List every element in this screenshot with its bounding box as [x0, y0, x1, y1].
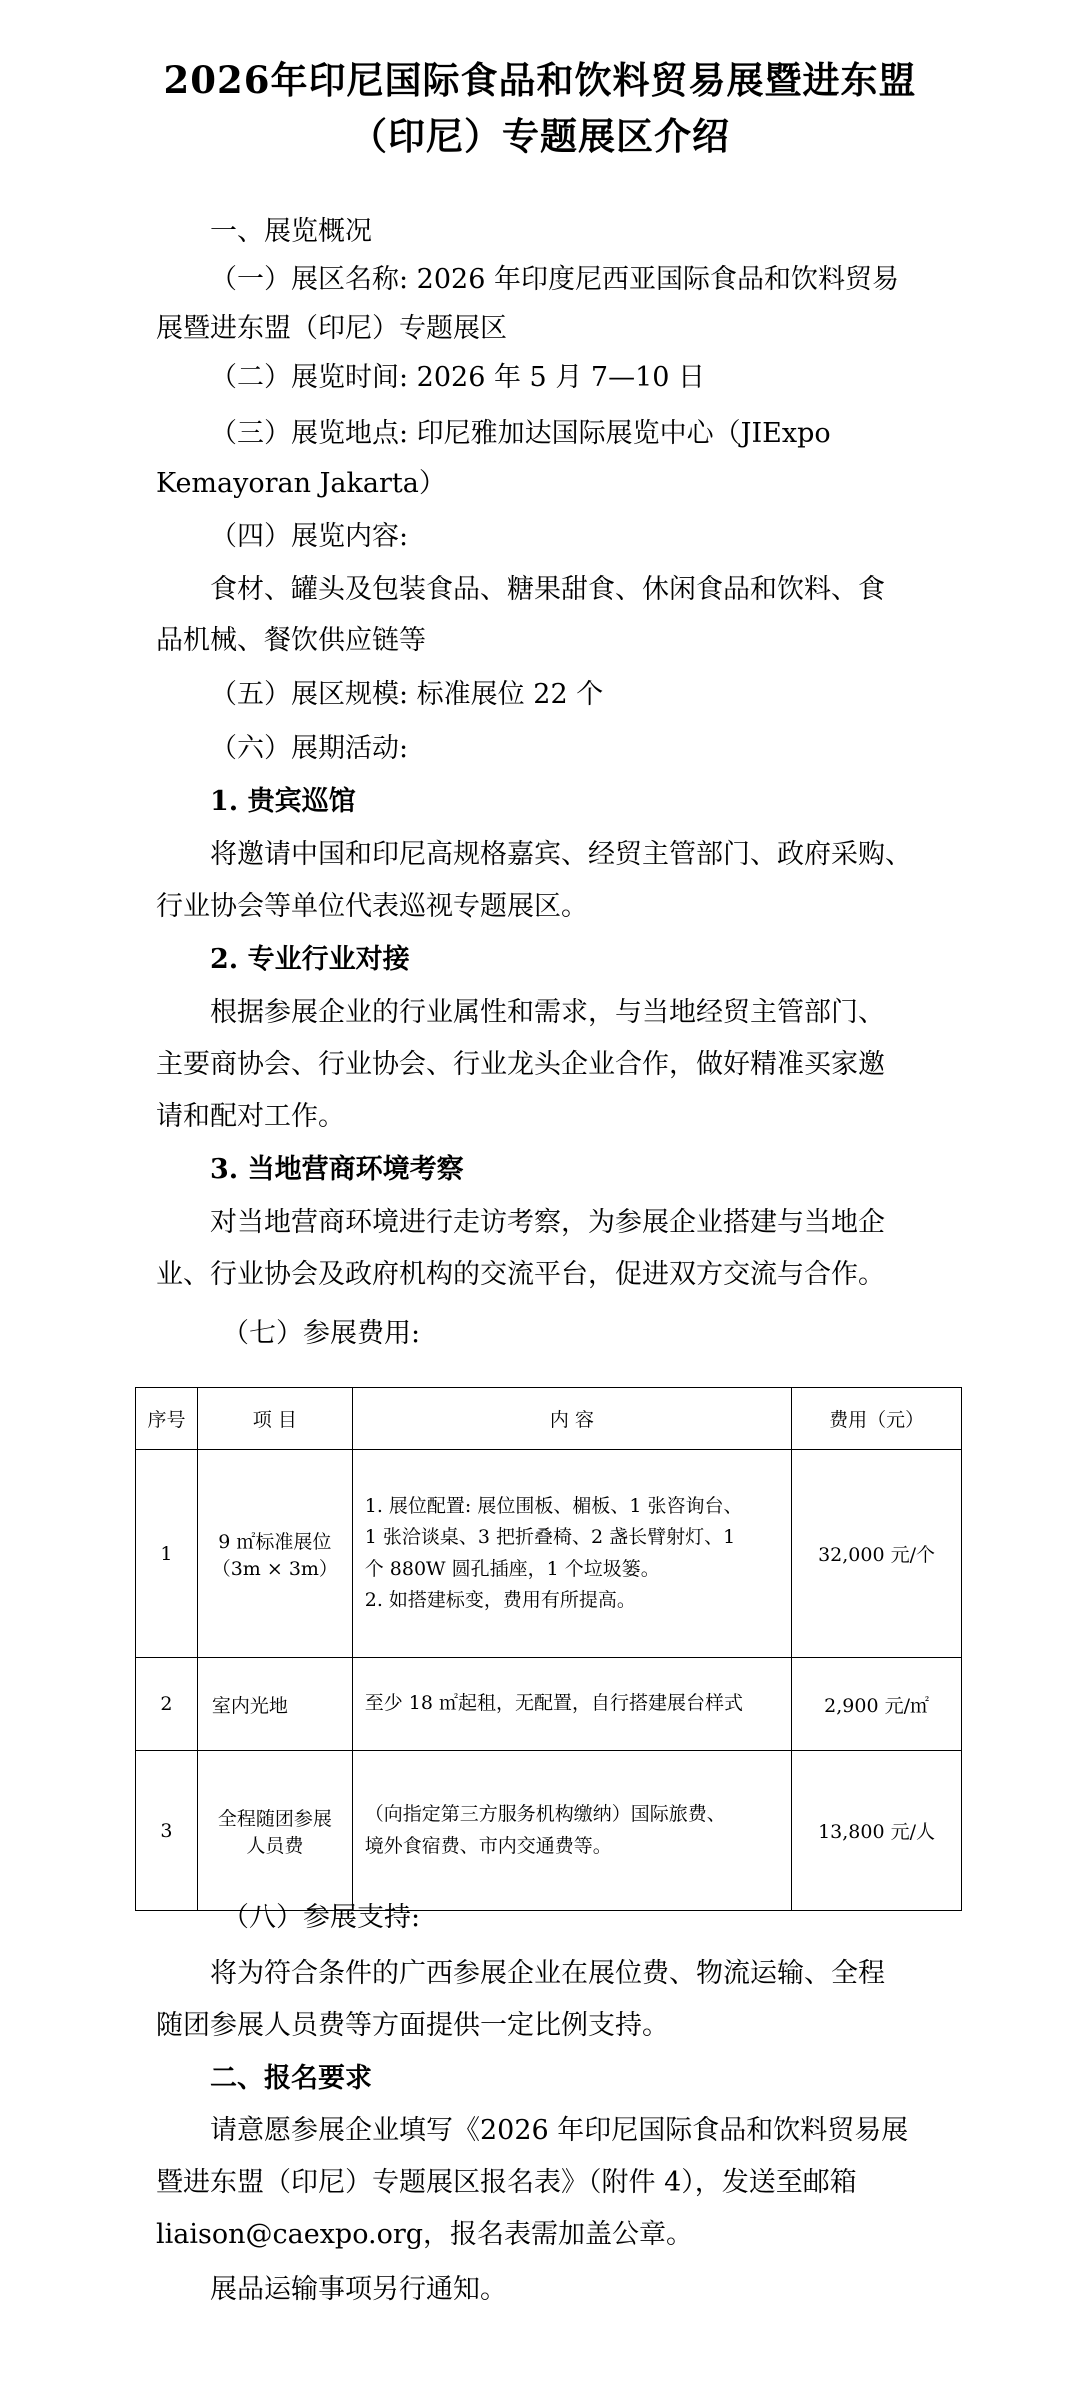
- exhibition-content-line2: 品机械、餐饮供应链等: [156, 625, 426, 656]
- table-row: [136, 1658, 962, 1751]
- row-item: [197, 1658, 352, 1751]
- activity-1-title: 1. 贵宾巡馆: [210, 786, 356, 817]
- table-row: [136, 1751, 962, 1911]
- registration-line2: 暨进东盟（印尼）专题展区报名表》（附件 4），发送至邮箱: [156, 2167, 857, 2198]
- activity-2-line1: 根据参展企业的行业属性和需求，与当地经贸主管部门、: [210, 997, 885, 1028]
- section2-heading: 二、报名要求: [210, 2063, 372, 2094]
- exhibition-content-heading: （四）展览内容:: [210, 521, 409, 552]
- fees-table: [135, 1387, 962, 1911]
- activity-3-line2: 业、行业协会及政府机构的交流平台，促进双方交流与合作。: [156, 1259, 885, 1290]
- row-content: [352, 1751, 791, 1911]
- row-fee: 13,800 元/人: [792, 1751, 962, 1911]
- activity-1-line1: 将邀请中国和印尼高规格嘉宾、经贸主管部门、政府采购、: [210, 839, 912, 870]
- header-item: 项 目: [197, 1388, 352, 1450]
- activity-3-line1: 对当地营商环境进行走访考察，为参展企业搭建与当地企: [210, 1207, 885, 1238]
- activity-3-title: 3. 当地营商环境考察: [210, 1154, 464, 1185]
- row-item-line1: 9 ㎡标准展位: [218, 1530, 332, 1553]
- section1-heading: 一、展览概况: [210, 216, 372, 247]
- row-fee: 2,900 元/㎡: [792, 1658, 962, 1751]
- activity-2-title: 2. 专业行业对接: [210, 944, 410, 975]
- row-content-line: 至少 18 ㎡起租，无配置，自行搭建展台样式: [364, 1692, 743, 1715]
- activities-heading: （六）展期活动:: [210, 733, 409, 764]
- activity-2-line3: 请和配对工作。: [156, 1101, 345, 1132]
- row-content-line: （向指定第三方服务机构缴纳）国际旅费、: [364, 1803, 726, 1826]
- header-number: 序号: [136, 1388, 198, 1450]
- exhibition-venue-line2: Kemayoran Jakarta）: [156, 468, 446, 499]
- exhibition-scale: （五）展区规模: 标准展位 22 个: [210, 679, 604, 710]
- fees-table-header-row: [136, 1388, 962, 1450]
- registration-line3: liaison@caexpo.org，报名表需加盖公章。: [156, 2219, 694, 2250]
- row-content-line: 个 880W 圆孔插座，1 个垃圾篓。: [364, 1557, 660, 1580]
- exhibition-content-line1: 食材、罐头及包装食品、糖果甜食、休闲食品和饮料、食: [210, 574, 885, 605]
- shipping-note: 展品运输事项另行通知。: [210, 2274, 507, 2305]
- header-content: 内 容: [352, 1388, 791, 1450]
- support-line2: 随团参展人员费等方面提供一定比例支持。: [156, 2010, 669, 2041]
- row-content: [352, 1450, 791, 1658]
- row-content-line: 2. 如搭建标变，费用有所提高。: [364, 1588, 636, 1611]
- document-title-line2: （印尼）专题展区介绍: [350, 114, 730, 158]
- support-line1: 将为符合条件的广西参展企业在展位费、物流运输、全程: [210, 1958, 885, 1989]
- row-item: [197, 1751, 352, 1911]
- row-fee: 32,000 元/个: [792, 1450, 962, 1658]
- row-number: 3: [136, 1751, 198, 1911]
- exhibition-time: （二）展览时间: 2026 年 5 月 7—10 日: [210, 362, 706, 393]
- exhibition-venue-line1: （三）展览地点: 印尼雅加达国际展览中心（JIExpo: [210, 418, 831, 449]
- table-row: [136, 1450, 962, 1658]
- row-item-line2: 人员费: [246, 1834, 304, 1857]
- row-item-line2: （3m × 3m）: [211, 1557, 338, 1580]
- exhibition-name-line2: 展暨进东盟（印尼）专题展区: [156, 313, 507, 344]
- row-item-line1: 全程随团参展: [217, 1807, 332, 1830]
- row-number: 1: [136, 1450, 198, 1658]
- header-fee: 费用（元）: [792, 1388, 962, 1450]
- fees-heading: （七）参展费用:: [222, 1318, 421, 1349]
- row-item: [197, 1450, 352, 1658]
- support-heading: （八）参展支持:: [222, 1902, 421, 1933]
- exhibition-name-line1: （一）展区名称: 2026 年印度尼西亚国际食品和饮料贸易: [210, 264, 899, 295]
- row-content-line: 1. 展位配置: 展位围板、楣板、1 张咨询台、: [364, 1494, 743, 1517]
- row-content-line: 1 张洽谈桌、3 把折叠椅、2 盏长臂射灯、1: [364, 1526, 736, 1549]
- row-number: 2: [136, 1658, 198, 1751]
- activity-1-line2: 行业协会等单位代表巡视专题展区。: [156, 891, 588, 922]
- row-content: [352, 1658, 791, 1751]
- activity-2-line2: 主要商协会、行业协会、行业龙头企业合作，做好精准买家邀: [156, 1049, 885, 1080]
- row-item-line1: 室内光地: [211, 1694, 288, 1717]
- registration-line1: 请意愿参展企业填写《2026 年印尼国际食品和饮料贸易展: [210, 2115, 909, 2146]
- row-content-line: 境外食宿费、市内交通费等。: [364, 1834, 612, 1857]
- document-title-line1: 2026年印尼国际食品和饮料贸易展暨进东盟: [163, 58, 917, 102]
